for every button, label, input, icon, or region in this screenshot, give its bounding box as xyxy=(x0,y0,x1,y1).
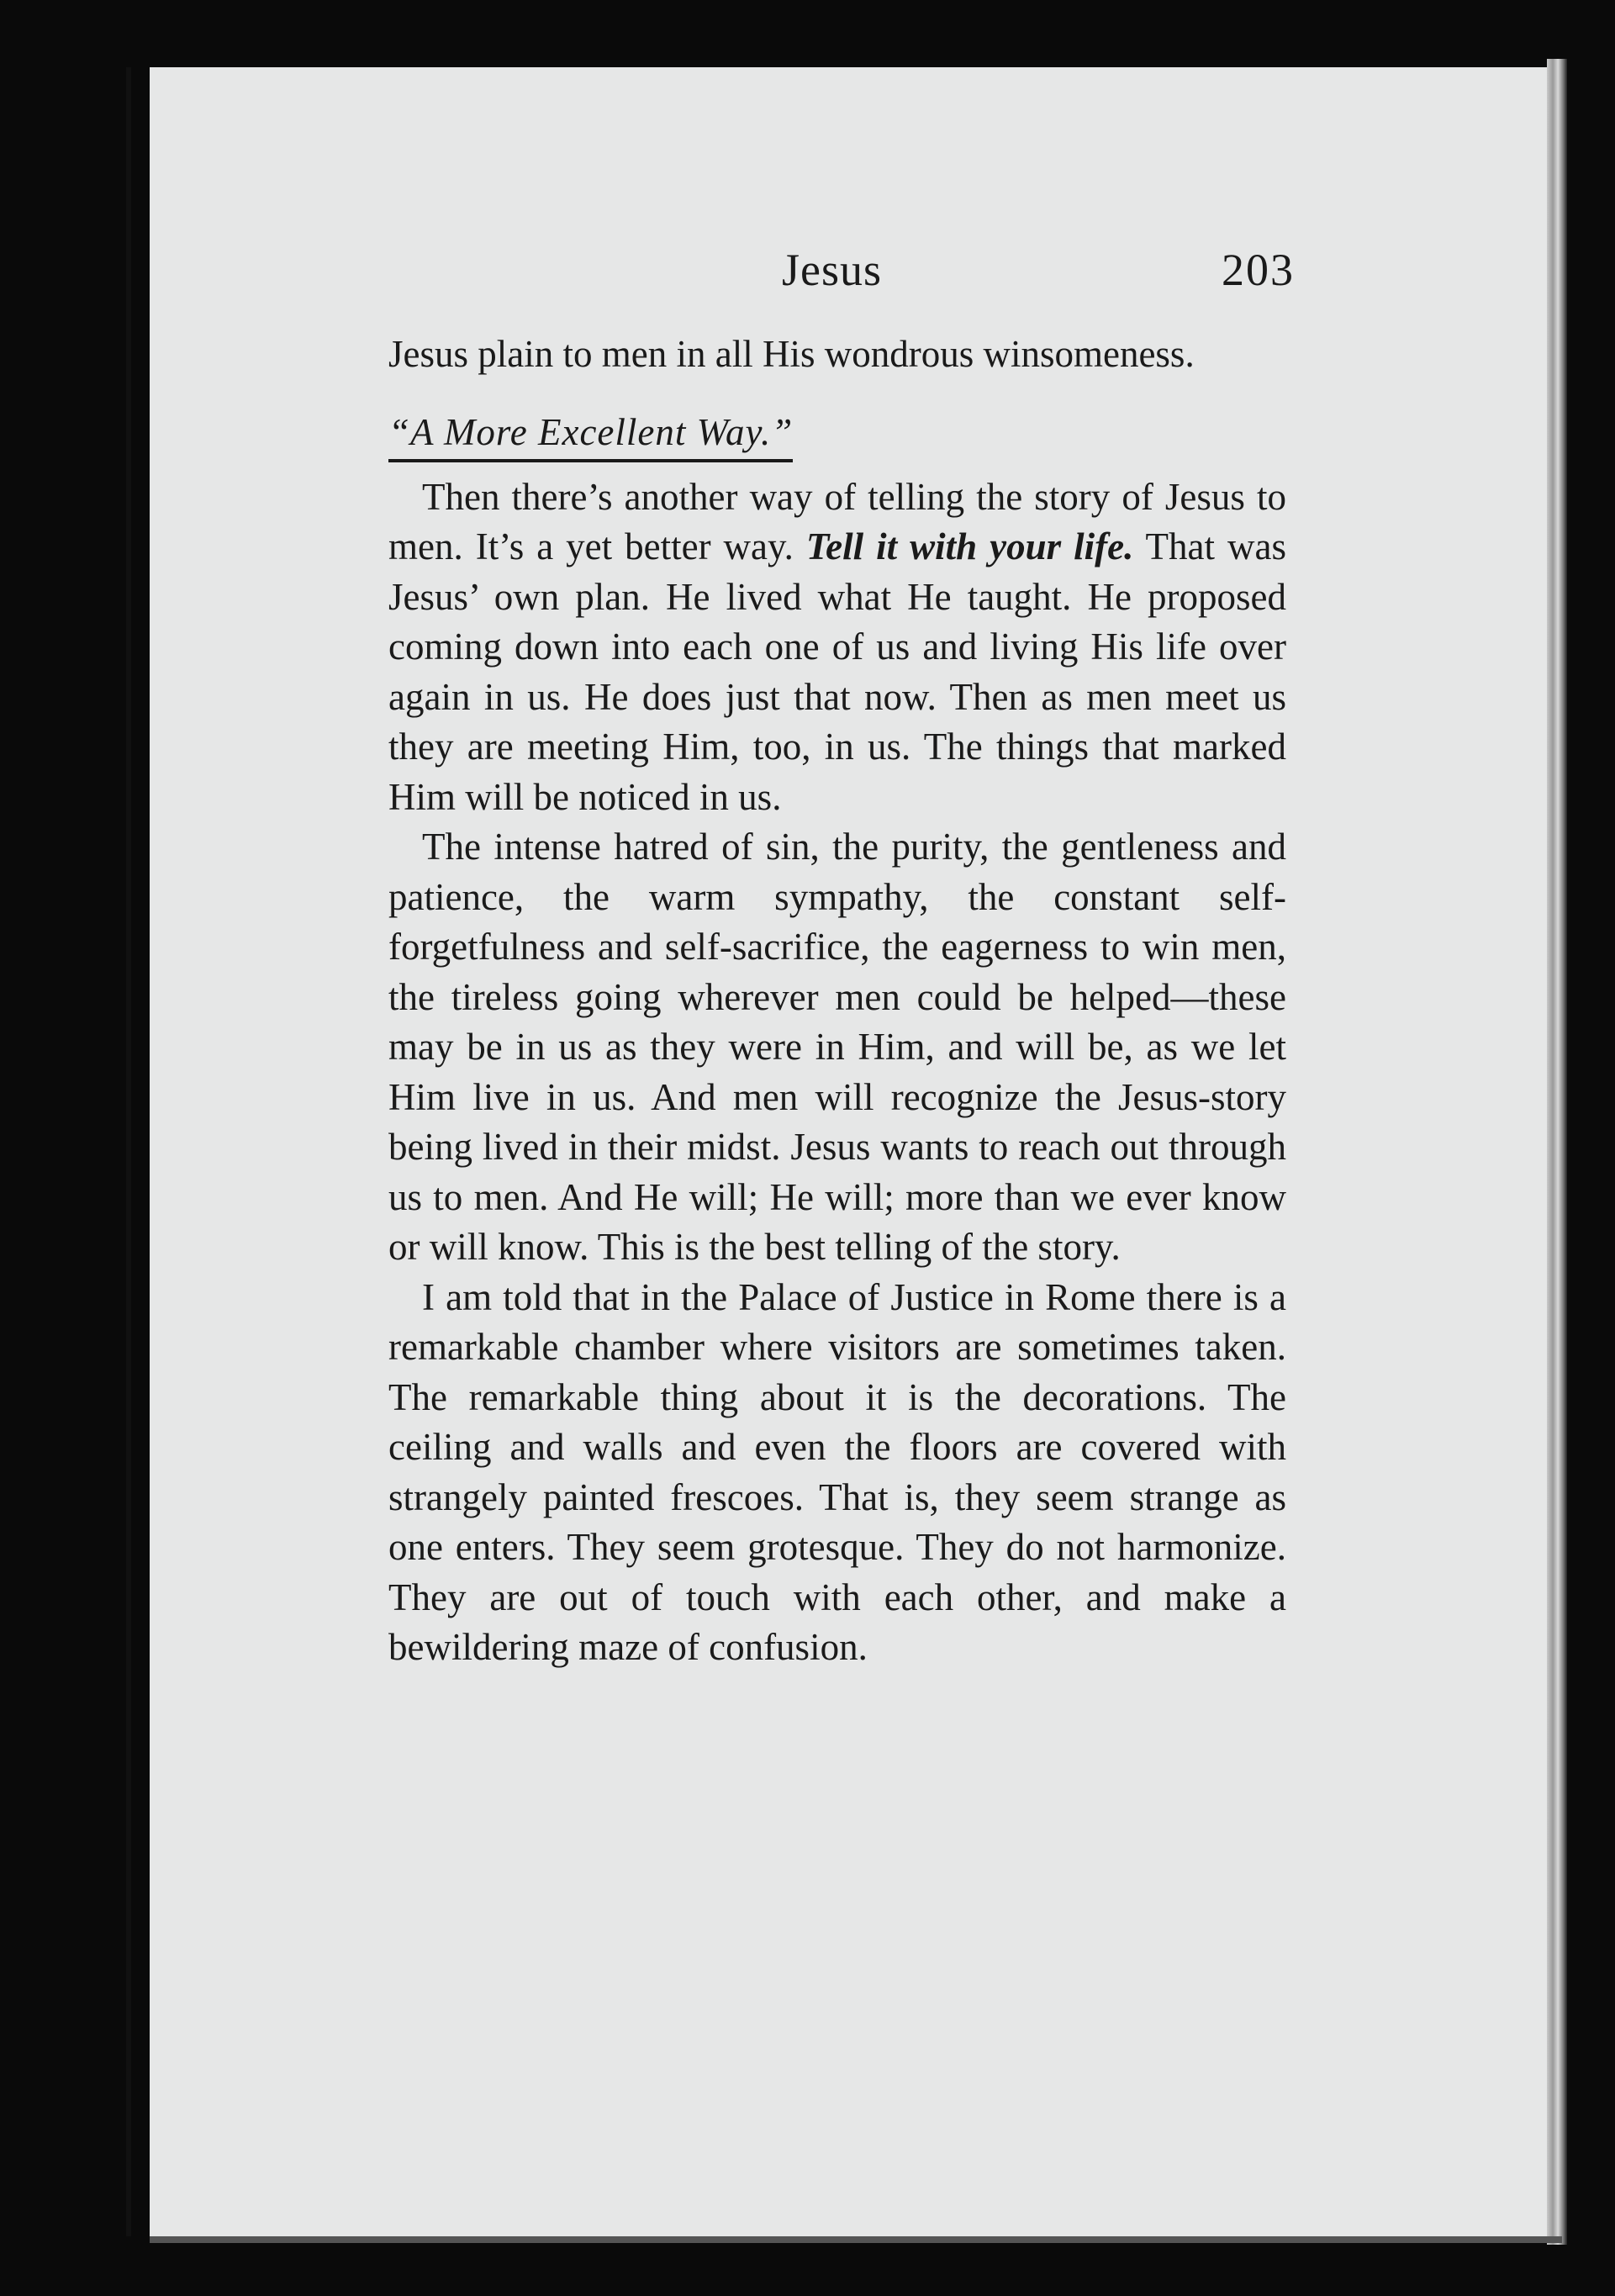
paragraph-2: The intense hatred of sin, the purity, the gentleness and patience, the warm sympathy, the constant self-forgetfulness and self-sacrifice, the eagerness to win men, the tireless going wherever men could be helped—these may be in us as they were in Him, and will be, as we let Him live in us. And men will recognize the Jesus-story being lived in their midst. Jesus wants to reach out through us to men. And He will; He will; more than we ever know or will know. This is the best telling of the story. xyxy=(388,826,1286,1268)
page-edge-right xyxy=(1547,59,1567,2245)
running-title: Jesus xyxy=(782,245,883,295)
paragraph-1-text-b: That was Jesus’ own plan. He lived what He taught. He proposed coming down into each one of us and living His life over again in us. He does just that now. Then as men meet us they are meeting Him, too, in us. The things that marked Him will be noticed in us. xyxy=(388,525,1286,818)
paragraph-3: I am told that in the Palace of Justice in Rome there is a remarkable chamber where visitors are sometimes taken. The remarkable thing about it is the decorations. The ceiling and walls and even the floors are covered with strangely painted frescoes. That is, they seem strange as one enters. They seem grotesque. They do not harmonize. They are out of touch with each other, and make a bewildering maze of confusion. xyxy=(388,1275,1286,1668)
running-head xyxy=(387,244,1295,311)
paragraph-1-text-a: Then there’s another way of telling the story of Jesus to men. It’s a yet better way. xyxy=(388,475,1286,567)
section-heading: “A More Excellent Way.” xyxy=(388,409,793,462)
paragraph-1-emphasis: Tell it with your life. xyxy=(805,525,1134,567)
continuation-paragraph: Jesus plain to men in all His wondrous winsomeness. xyxy=(388,333,1195,375)
page-number: 203 xyxy=(1222,245,1295,295)
section-heading-wrap xyxy=(388,380,1286,472)
page-body xyxy=(388,330,1286,1673)
book-gutter xyxy=(126,67,131,2236)
page-edge-bottom xyxy=(150,2236,1562,2243)
paragraph-1 xyxy=(388,472,1286,823)
